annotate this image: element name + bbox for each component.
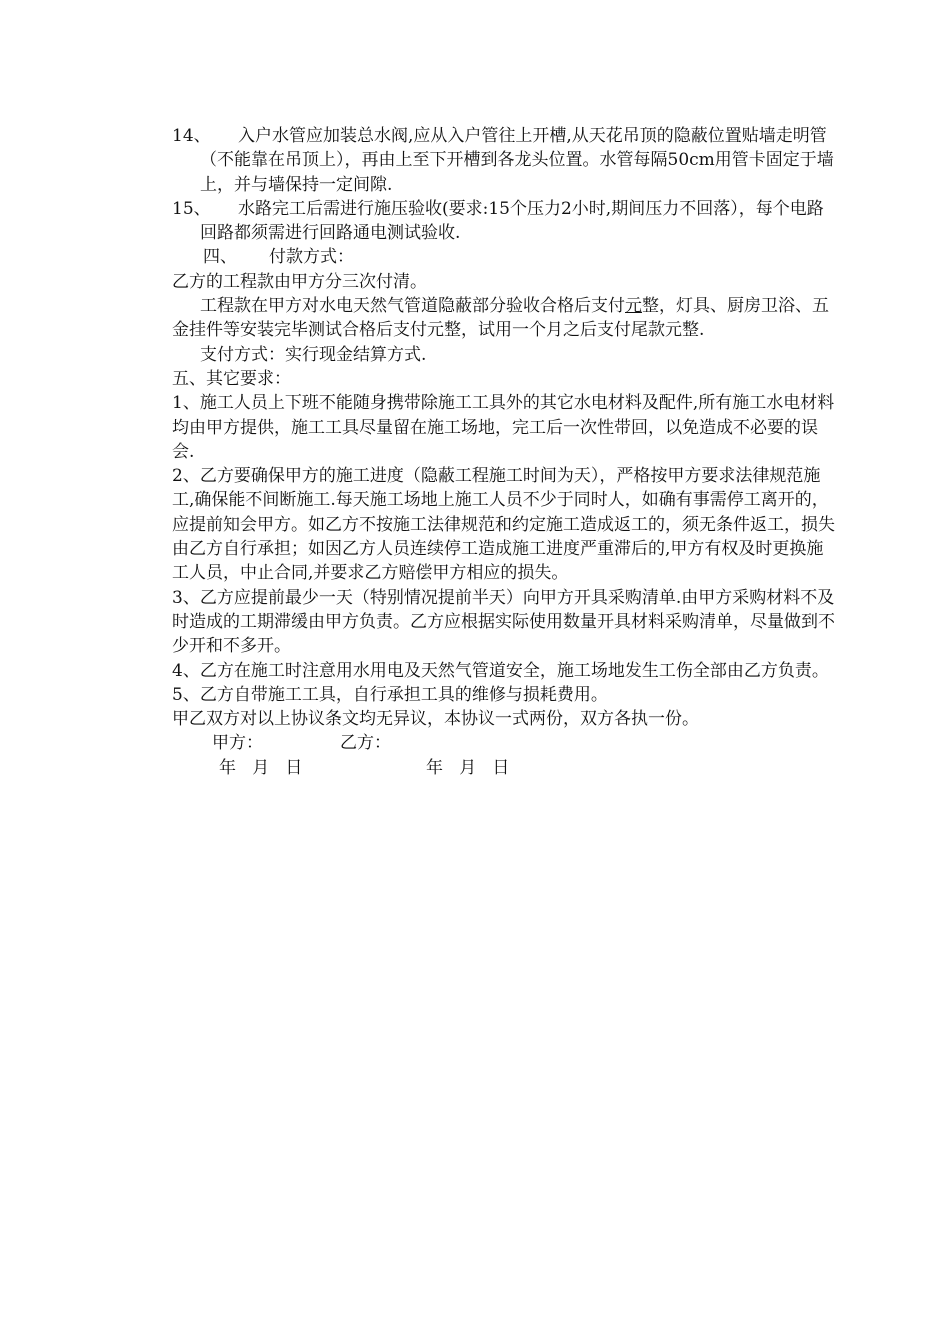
requirement-3: 3、乙方应提前最少一天（特别情况提前半天）向甲方开具采购清单.由甲方采购材料不及时造成的工期滞缓由甲方负责。乙方应根据实际使用数量开具材料采购清单，尽量做到不少开和不多开。 (172, 587, 835, 657)
party-b-date: 年 月 日 (426, 757, 510, 778)
party-a-signature-label: 甲方： (212, 733, 263, 754)
section-4-title: 付款方式： (269, 247, 354, 268)
clause-14-text: 入户水管应加装总水阀,应从入户管往上开槽,从天花吊顶的隐蔽位置贴墙走明管（不能靠在吊顶上），再由上至下开槽到各龙头位置。水管每隔50cm用管卡固定于墙上，并与墙保持一定间隙. (200, 126, 834, 195)
date-row (172, 756, 840, 780)
section-4-heading (172, 245, 840, 269)
requirement-2: 2、乙方要确保甲方的施工进度（隐蔽工程施工时间为天），严格按甲方要求法律规范施工,确保能不间断施工.每天施工场地上施工人员不少于同时人，如确有事需停工离开的，应提前知会甲方。如乙方不按施工法律规范和约定施工造成返工的，须无条件返工，损失由乙方自行承担；如因乙方人员连续停工造成施工进度严重滞后的,甲方有权及时更换施工人员，中止合同,并要求乙方赔偿甲方相应的损失。 (172, 466, 835, 584)
clause-15-number: 15、 (172, 198, 211, 219)
payment-detail-after: 整，灯具、厨房卫浴、五金挂件等安装完毕测试合格后支付元整，试用一个月之后支付尾款元整. (172, 296, 829, 341)
payment-amount-underline: 元 (625, 296, 642, 317)
clause-14 (172, 124, 840, 197)
requirement-4: 4、乙方在施工时注意用水用电及天然气管道安全，施工场地发生工伤全部由乙方负责。 (172, 660, 829, 681)
section-4-number: 四、 (203, 247, 237, 268)
payment-method: 支付方式：实行现金结算方式. (200, 344, 427, 365)
payment-detail (172, 294, 840, 343)
section-5-heading: 五、其它要求： (172, 368, 291, 389)
document-body (172, 124, 840, 780)
clause-15 (172, 197, 840, 246)
party-a-date: 年 月 日 (219, 757, 303, 778)
clause-15-text: 水路完工后需进行施压验收(要求:15个压力2小时,期间压力不回落），每个电路回路都须需进行回路通电测试验收. (200, 198, 824, 244)
signature-row (172, 731, 840, 755)
party-b-signature-label: 乙方： (340, 733, 391, 754)
closing-statement: 甲乙双方对以上协议条文均无异议，本协议一式两份，双方各执一份。 (172, 709, 699, 730)
payment-detail-before: 工程款在甲方对水电天然气管道隐蔽部分验收合格后支付 (200, 296, 625, 317)
requirement-1: 1、施工人员上下班不能随身携带除施工工具外的其它水电材料及配件,所有施工水电材料均由甲方提供，施工工具尽量留在施工场地，完工后一次性带回，以免造成不必要的误会. (172, 393, 835, 462)
requirement-5: 5、乙方自带施工工具，自行承担工具的维修与损耗费用。 (172, 684, 608, 705)
payment-intro: 乙方的工程款由甲方分三次付清。 (172, 271, 427, 292)
clause-14-number: 14、 (172, 126, 211, 146)
